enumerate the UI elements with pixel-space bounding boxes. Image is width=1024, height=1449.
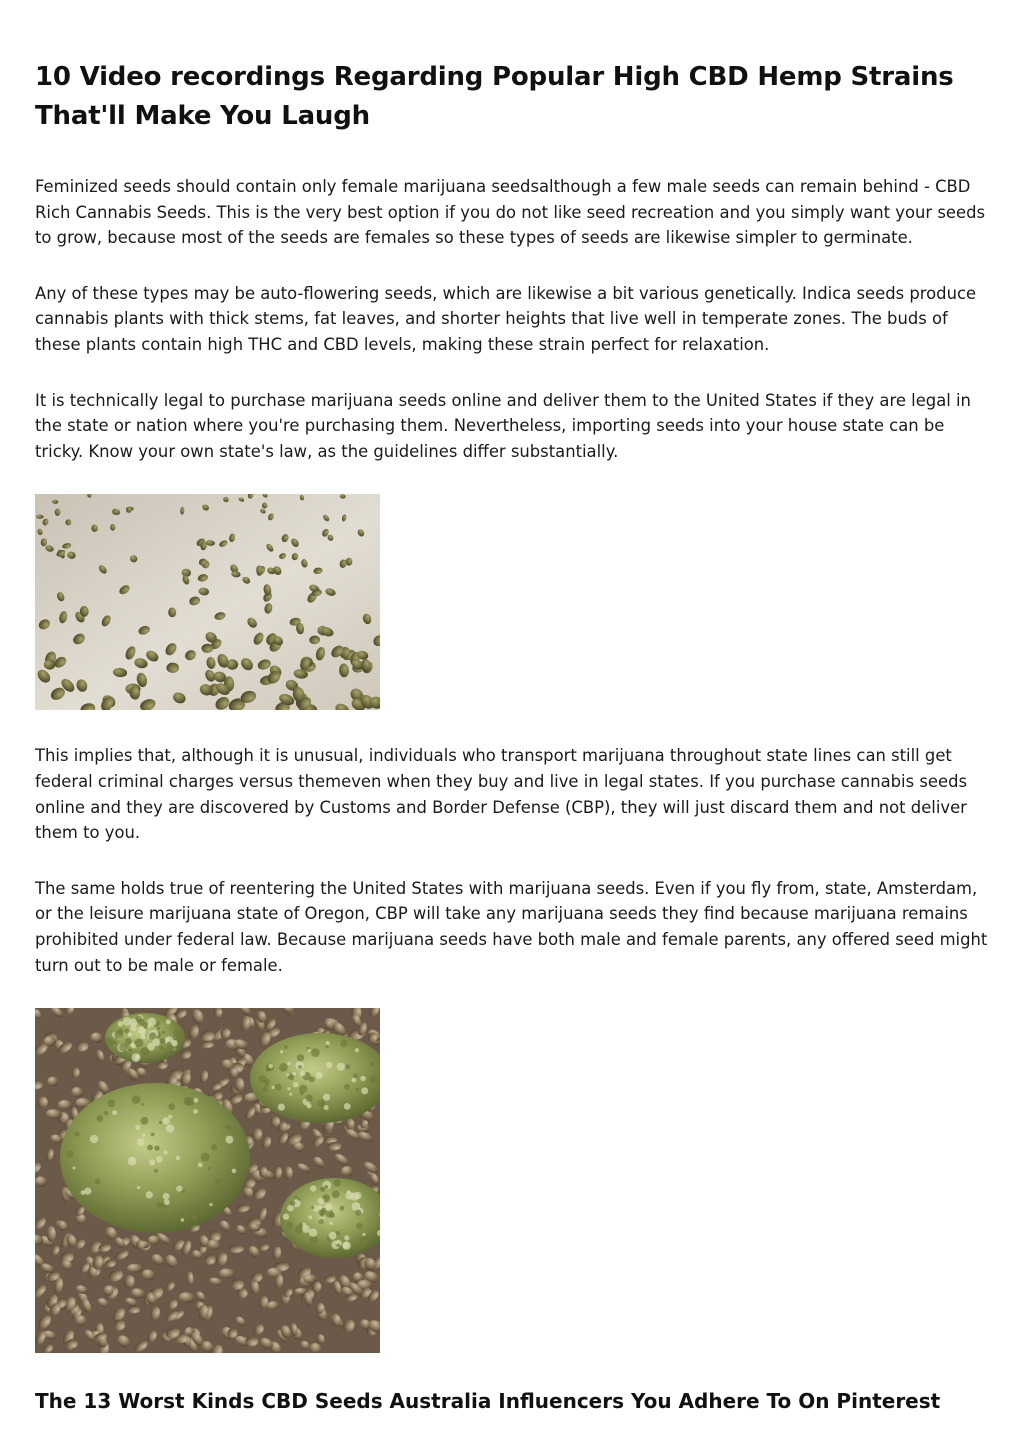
paragraph: The same holds true of reentering the United States with marijuana seeds. Even if you fly from, state, Amsterdam, or the leisure marijuana state of Oregon, CBP will take any marijuana seeds they find because marijuana remains prohibited under federal law. Because marijuana seeds have both male and female parents, any offered seed might turn out to be male or female. xyxy=(35,878,988,975)
hemp-seeds-image xyxy=(35,494,380,710)
paragraph: Any of these types may be auto-flowering seeds, which are likewise a bit various genetically. Indica seeds produce cannabis plants with thick stems, fat leaves, and shorter heights that live well in temperate zones. The buds of these plants contain high THC and CBD levels, making these strain perfect for relaxation. xyxy=(35,283,977,354)
cannabis-buds-photo xyxy=(35,1008,380,1353)
article-subheading: The 13 Worst Kinds CBD Seeds Australia Influencers You Adhere To On Pinterest xyxy=(35,1389,941,1414)
paragraph: This implies that, although it is unusual, individuals who transport marijuana throughout state lines can still get federal criminal charges versus themeven when they buy and live in legal states. If you purchase cannabis seeds online and they are discovered by Customs and Border Defense (CBP), they will just discard them and not deliver them to you. xyxy=(35,746,968,843)
article-title: 10 Video recordings Regarding Popular High CBD Hemp Strains That'll Make You Laugh xyxy=(35,62,954,131)
hemp-seeds-photo xyxy=(35,494,380,710)
paragraph: Feminized seeds should contain only female marijuana seedsalthough a few male seeds can remain behind - CBD Rich Cannabis Seeds. This is the very best option if you do not like seed recreation and you simply want your seeds to grow, because most of the seeds are females so these types of seeds are likewise simpler to germinate. xyxy=(35,177,986,248)
paragraph: It is technically legal to purchase marijuana seeds online and deliver them to the United States if they are legal in the state or nation where you're purchasing them. Nevertheless, importing seeds into your house state can be tricky. Know your own state's law, as the guidelines differ substantially. xyxy=(35,390,971,461)
cannabis-buds-image xyxy=(35,1008,380,1353)
article xyxy=(35,58,995,1415)
